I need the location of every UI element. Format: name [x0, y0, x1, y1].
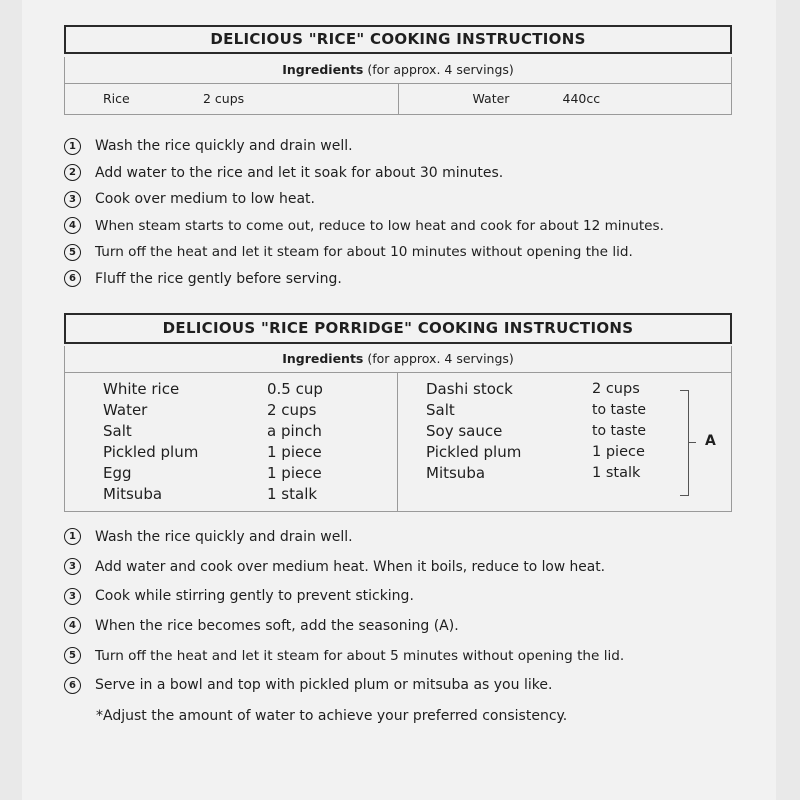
step-text: When steam starts to come out, reduce to low heat and cook for about 12 minutes. [95, 217, 664, 234]
list-item [64, 186, 764, 213]
bracket-tick [688, 442, 696, 443]
step-text: Cook over medium to low heat. [95, 191, 315, 208]
ingredient-name: Rice [103, 91, 130, 106]
ingredient-qty: to taste [592, 402, 646, 418]
ingredient-name: Mitsuba [426, 464, 486, 482]
rice-ingredients-table [65, 83, 731, 115]
list-item [64, 160, 764, 187]
table-row [65, 484, 397, 505]
table-row [65, 400, 397, 421]
ingredient-name: Salt [103, 422, 132, 440]
list-item [64, 239, 764, 266]
list-item [64, 581, 764, 611]
list-item [64, 552, 764, 582]
ingredient-qty: 1 piece [592, 444, 645, 460]
ingredient-name: Dashi stock [426, 380, 513, 398]
step-number-badge: 1 [64, 528, 81, 545]
list-item [64, 133, 764, 160]
step-text: Fluff the rice gently before serving. [95, 270, 342, 287]
step-number-badge: 5 [64, 244, 81, 261]
water-ingredient-cell [399, 84, 732, 114]
ingredient-name: Pickled plum [426, 443, 522, 461]
porridge-servings-note: (for approx. 4 servings) [367, 351, 514, 366]
step-text: Wash the rice quickly and drain well. [95, 528, 353, 545]
list-item [64, 611, 764, 641]
table-row [65, 421, 397, 442]
rice-ingredients-panel [64, 57, 732, 115]
rice-section-title: DELICIOUS "RICE" COOKING INSTRUCTIONS [64, 25, 732, 54]
porridge-section-title: DELICIOUS "RICE PORRIDGE" COOKING INSTRUCTIONS [64, 313, 732, 344]
table-row [65, 442, 397, 463]
rice-steps-list [64, 133, 764, 292]
step-number-badge: 3 [64, 191, 81, 208]
step-number-badge: 4 [64, 217, 81, 234]
step-number-badge: 4 [64, 617, 81, 634]
ingredient-qty: 2 cups [203, 91, 245, 106]
rice-ingredients-header [65, 57, 731, 83]
ingredient-qty: 440cc [562, 91, 601, 106]
step-number-badge: 3 [64, 558, 81, 575]
ingredient-qty: a pinch [267, 422, 322, 440]
porridge-ingredients-label: Ingredients [282, 351, 364, 366]
list-item [64, 641, 764, 671]
porridge-ingredients-table [65, 372, 731, 512]
porridge-left-ingredients [65, 373, 398, 511]
porridge-ingredients-panel [64, 346, 732, 512]
ingredient-name: Pickled plum [103, 443, 199, 461]
seasoning-group-label: A [705, 433, 716, 449]
rice-servings-note: (for approx. 4 servings) [367, 62, 514, 77]
porridge-ingredients-header [65, 346, 731, 372]
ingredient-name: Water [472, 91, 510, 106]
list-item [64, 670, 764, 700]
step-text: Cook while stirring gently to prevent sticking. [95, 588, 414, 605]
step-text: Add water and cook over medium heat. When it boils, reduce to low heat. [95, 558, 606, 575]
step-number-badge: 3 [64, 588, 81, 605]
ingredient-name: Soy sauce [426, 422, 503, 440]
step-text: Turn off the heat and let it steam for about 10 minutes without opening the lid. [95, 244, 633, 261]
ingredient-qty: 1 stalk [267, 485, 318, 503]
ingredient-qty: 2 cups [592, 381, 640, 397]
ingredient-name: Water [103, 401, 148, 419]
ingredient-name: White rice [103, 380, 180, 398]
step-text: Turn off the heat and let it steam for about 5 minutes without opening the lid. [95, 647, 625, 664]
table-row [65, 463, 397, 484]
rice-ingredients-label: Ingredients [282, 62, 364, 77]
ingredient-qty: 0.5 cup [267, 380, 323, 398]
list-item [64, 266, 764, 293]
ingredient-qty: 2 cups [267, 401, 317, 419]
step-number-badge: 2 [64, 164, 81, 181]
step-text: When the rice becomes soft, add the seasoning (A). [95, 617, 459, 634]
step-number-badge: 1 [64, 138, 81, 155]
consistency-footnote: *Adjust the amount of water to achieve your preferred consistency. [96, 708, 568, 724]
ingredient-qty: 1 piece [267, 464, 322, 482]
ingredient-name: Salt [426, 401, 455, 419]
ingredient-qty: 1 stalk [592, 465, 641, 481]
step-number-badge: 6 [64, 270, 81, 287]
porridge-steps-list [64, 522, 764, 700]
ingredient-name: Egg [103, 464, 132, 482]
list-item [64, 213, 764, 240]
step-number-badge: 5 [64, 647, 81, 664]
step-text: Wash the rice quickly and drain well. [95, 138, 353, 155]
seasoning-group-bracket [680, 390, 689, 496]
step-number-badge: 6 [64, 677, 81, 694]
table-row [65, 379, 397, 400]
step-text: Serve in a bowl and top with pickled plum or mitsuba as you like. [95, 677, 553, 694]
ingredient-qty: 1 piece [267, 443, 322, 461]
ingredient-qty: to taste [592, 423, 646, 439]
step-text: Add water to the rice and let it soak for about 30 minutes. [95, 164, 504, 181]
list-item [64, 522, 764, 552]
ingredient-name: Mitsuba [103, 485, 163, 503]
rice-ingredient-cell [65, 84, 399, 114]
